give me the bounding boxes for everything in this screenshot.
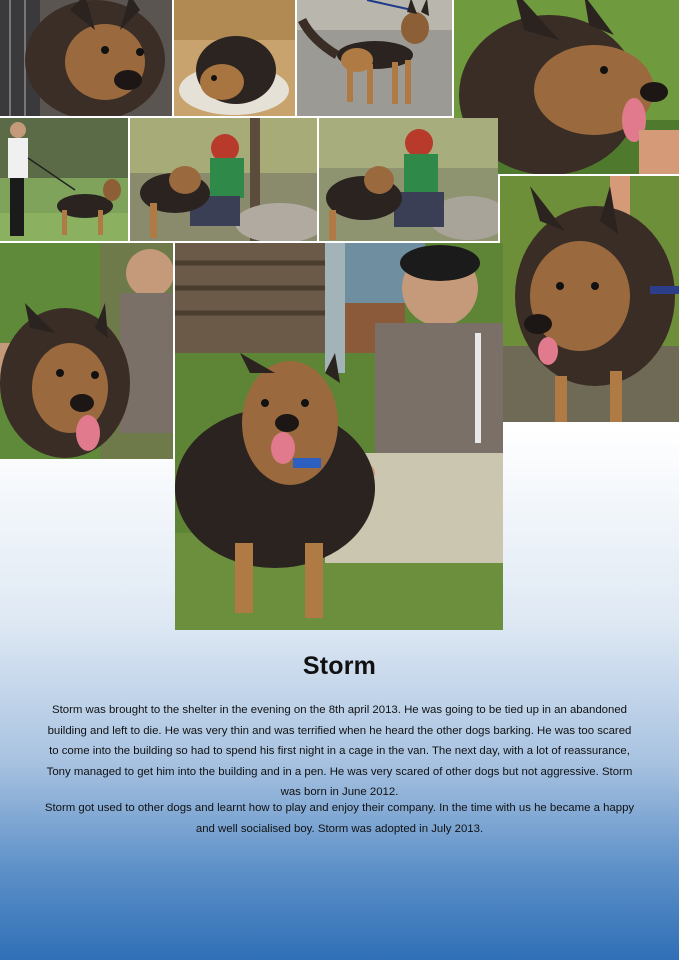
story-paragraph-1: Storm was brought to the shelter in the evening on the 8th april 2013. He was going to be tied up in an abandoned building and left to die. He was very thin and was terrified when he heard the other dogs barking. He was too scared to come into the building so had to spend his first night in a cage in the van. The next day, with a lot of reassurance, Tony managed to get him into the building and in a pen. He was very scared of other dogs but not aggressive. Storm was born in June 2012. [46, 704, 633, 798]
photo-dog-portrait-right [500, 176, 679, 422]
photo-woman-with-dog-1 [130, 118, 317, 241]
photo-dog-walking-yard [297, 0, 452, 116]
photo-dog-closeup-kennel [0, 0, 172, 116]
story-paragraph-2: Storm got used to other dogs and learnt how to play and enjoy their company. In the time with us he became a happy and well socialised boy. Storm was adopted in July 2013. [44, 802, 635, 835]
photo-man-walking-dog [0, 118, 128, 241]
photo-dog-lying-bed [174, 0, 295, 116]
photo-man-crouching-with-dog [175, 243, 503, 630]
photo-man-holding-dog [0, 243, 173, 459]
page-title: Storm [302, 652, 377, 680]
photo-woman-with-dog-2 [319, 118, 498, 241]
